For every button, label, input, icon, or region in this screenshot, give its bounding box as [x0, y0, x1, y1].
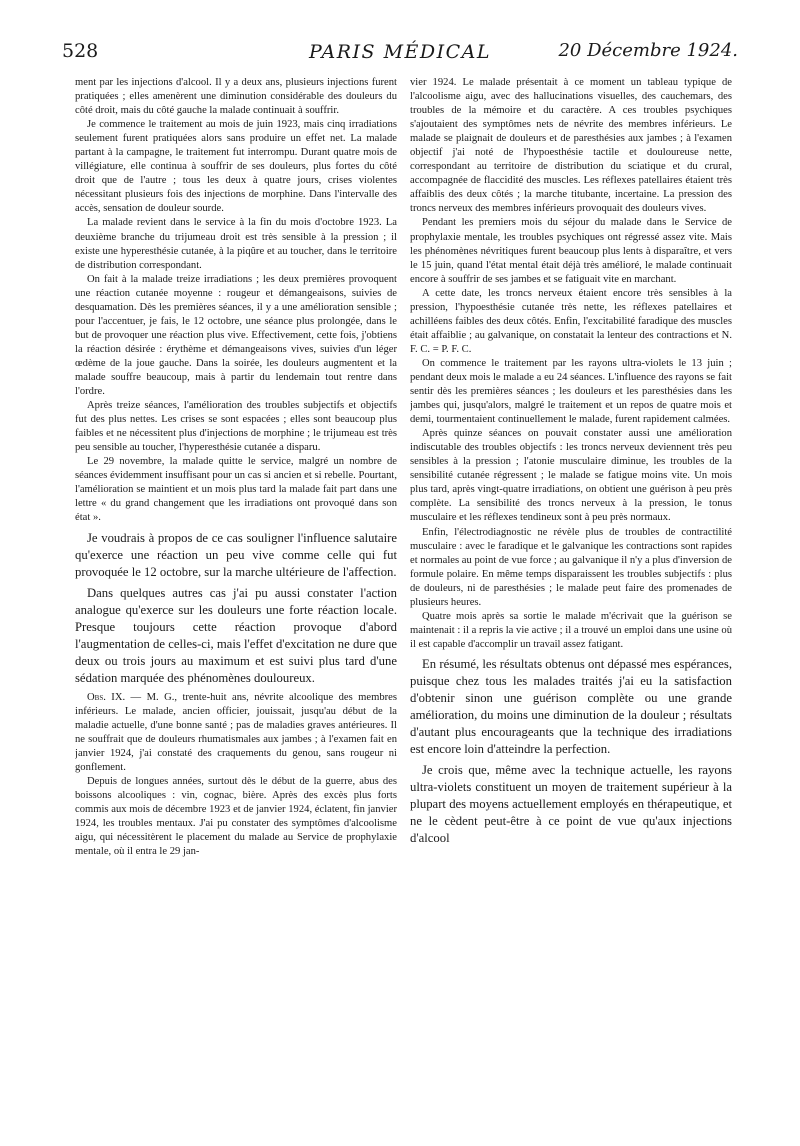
observation-text: — M. G., trente-huit ans, névrite alcoolique des membres inférieurs. Le malade, ancien officier, jouissait, jusqu'au début de la maladie actuelle, d'une bonne santé ; pas de maladies graves antérieures. Il ne souffrait que de douleurs rhumatismales aux jambes ; à l'examen fait en janvier 1924, j'ai constaté des craquements du genou, sans rougeur ni gonflement. [75, 691, 397, 773]
large-paragraph: Dans quelques autres cas j'ai pu aussi constater l'action analogue qu'exerce sur les douleurs une forte réaction locale. Presque toujours cette réaction provoque d'abord l'augmentation de celles-ci, mais l'effet d'excitation ne dure que deux ou trois jours au maximum et est suivi plus tard d'une sédation marquée des phénomènes douloureux. [75, 585, 397, 685]
paragraph: On fait à la malade treize irradiations ; les deux premières provoquent une réaction cutanée moyenne : rougeur et démangeaisons, suivies de desquamation. Dès les premières séances, il y a une amélioration sensible ; pour l'accentuer, je fais, le 12 octobre, une séance plus prolongée, dans le but de provoquer une réaction plus vive. Effectivement, cette fois, j'obtiens la réaction désirée : érythème et démangeaisons vives, suivies d'un léger œdème de la joue gauche. Dans la soirée, les douleurs augmentent et la malade souffre beaucoup, mais à partir du lendemain tout rentre dans l'ordre. [75, 273, 397, 398]
paragraph: A cette date, les troncs nerveux étaient encore très sensibles à la pression, l'hypoesthésie cutanée très nette, les réflexes patellaires et achilléens faibles des deux côtés. Enfin, l'excitabilité faradique des muscles était affaiblie ; au galvanique, on constatait la lenteur des contractions et N. F. C. = P. F. C. [410, 287, 732, 355]
issue-date: 20 Décembre 1924. [558, 40, 738, 61]
paragraph: Après treize séances, l'amélioration des troubles subjectifs et objectifs fut des plus nettes. Les crises se sont espacées ; elles sont beaucoup plus faibles et ne nécessitent plus d'injections de morphine ; le trijumeau est très peu sensible au toucher, l'hyperesthésie cutanée a disparu. [75, 400, 397, 454]
right-column [410, 76, 732, 1126]
large-paragraph: Je voudrais à propos de ce cas souligner l'influence salutaire qu'exerce une réaction un peu vive comme celle qui fut provoquée le 12 octobre, sur la marche ultérieure de l'affection. [75, 530, 397, 579]
paragraph: Après quinze séances on pouvait constater aussi une amélioration indiscutable des troubles objectifs : les troncs nerveux deviennent très peu sensibles à la pression ; l'atonie musculaire diminue, les troubles de la sensibilité cutanée régressent ; le malade se fatigue moins vite. Un mois plus tard, après vingt-quatre irradiations, on obtient une guérison à peu près complète. La sensibilité des troncs nerveux à la pression, le tonus musculaire et les réflexes tendineux sont à peu près normaux. [410, 428, 732, 524]
paragraph: On commence le traitement par les rayons ultra-violets le 13 juin ; pendant deux mois le malade a eu 24 séances. L'influence des rayons se fait sentir dès les premières séances ; les douleurs et les paresthésies dans les jambes qui, jusqu'alors, malgré le traitement et un repos de quatre mois et demi, tourmentaient continuellement le malade, furent rapidement calmées. [410, 357, 732, 426]
paragraph: Quatre mois après sa sortie le malade m'écrivait que la guérison se maintenait : il a repris la vie active ; il a trouvé un emploi dans une usine où il est capable d'accomplir un travail assez fatigant. [410, 610, 732, 650]
observation-paragraph [75, 691, 397, 775]
observation-label: Obs. IX. [87, 691, 126, 703]
paragraph: Je commence le traitement au mois de juin 1923, mais cinq irradiations seulement furent pratiquées alors sans produire un effet net. La malade partant à la campagne, le traitement fut interrompu. Durant quatre mois de villégiature, elle continua à souffrir de ses douleurs, plus fortes du côté droit que de l'autre ; tous les deux à quatre jours, crises violentes nécessitant plusieurs fois des injections de morphine. Dans l'intervalle des accès, sensation de douleur sourde. [75, 119, 397, 215]
paragraph: ment par les injections d'alcool. Il y a deux ans, plusieurs injections furent pratiquées ; elles amenèrent une diminution considérable des douleurs du côté droit, mais du côté gauche la malade continuait à souffrir. [75, 77, 397, 117]
paragraph: Depuis de longues années, surtout dès le début de la guerre, abus des boissons alcooliques : vin, cognac, bière. Après des excès plus forts commis aux mois de décembre 1923 et de janvier 1924, éclatent, fin janvier 1924, les troubles mentaux. J'ai pu constater des symptômes d'alcoolisme aigu, qui nécessitèrent le placement du malade au Service de prophylaxie mentale, où il entra le 29 jan- [75, 775, 397, 858]
paragraph: Pendant les premiers mois du séjour du malade dans le Service de prophylaxie mentale, les troubles psychiques ont régressé assez vite. Mais les phénomènes névritiques furent beaucoup plus lents à disparaître, et vers le 15 juin, quand l'état mental était déjà très amélioré, le malade continuait encore à souffrir de ses jambes et se fatiguait vite en marchant. [410, 217, 732, 285]
paragraph: La malade revient dans le service à la fin du mois d'octobre 1923. La deuxième branche du trijumeau droit est très sensible à la pression ; il existe une hyperesthésie cutanée, à la piqûre et au toucher, dans le territoire de distribution correspondant. [75, 217, 397, 271]
page-number: 528 [62, 40, 99, 62]
left-column [75, 76, 397, 1126]
paragraph: vier 1924. Le malade présentait à ce moment un tableau typique de l'alcoolisme aigu, avec des hallucinations visuelles, des cauchemars, des troubles de la mémoire et du caractère. A ces troubles psychiques s'ajoutaient des symptômes nets de névrite des membres inférieurs. Le malade se plaignait de douleurs et de paresthésies aux jambes ; à l'examen objectif j'ai noté de l'hypoesthésie tactile et douloureuse nette, correspondant au territoire de distribution du sciatique et du crural, accompagnée de flaccidité des muscles. Les réflexes patellaires étaient très affaiblis des deux côtés ; la marche titubante, incertaine. La pression des troncs nerveux des membres inférieurs provoquait des douleurs vives. [410, 77, 732, 215]
large-paragraph: En résumé, les résultats obtenus ont dépassé mes espérances, puisque chez tous les malades traités j'ai eu la satisfaction d'obtenir sinon une guérison complète ou une grande amélioration, du moins une diminution de la douleur ; résultats d'autant plus encourageants que la technique des irradiations est encore loin d'atteindre la perfection. [410, 656, 732, 756]
paragraph: Le 29 novembre, la malade quitte le service, malgré un nombre de séances évidemment insuffisant pour un cas si ancien et si rebelle. Pourtant, l'amélioration se maintient et un mois plus tard la malade fait part dans une lettre « du grand changement que les irradiations ont provoqué dans son état ». [75, 456, 397, 524]
paragraph: Enfin, l'électrodiagnostic ne révèle plus de troubles de contractilité musculaire : avec le faradique et le galvanique les contractions sont rapides et normales au point de vue force ; au galvanique il n'y a plus d'inversion de formule polaire. En même temps disparaissent les troubles subjectifs : plus de douleurs, ni de paresthésies ; le malade peut faire des promenades de plusieurs heures. [410, 526, 732, 608]
journal-title: PARIS MÉDICAL [308, 41, 492, 63]
large-paragraph: Je crois que, même avec la technique actuelle, les rayons ultra-violets constituent un moyen de traitement supérieur à la plupart des moyens actuellement employés en thérapeutique, et ne le cèdent peut-être à ce point de vue qu'aux injections d'alcool [410, 762, 732, 845]
page-header [62, 40, 738, 66]
